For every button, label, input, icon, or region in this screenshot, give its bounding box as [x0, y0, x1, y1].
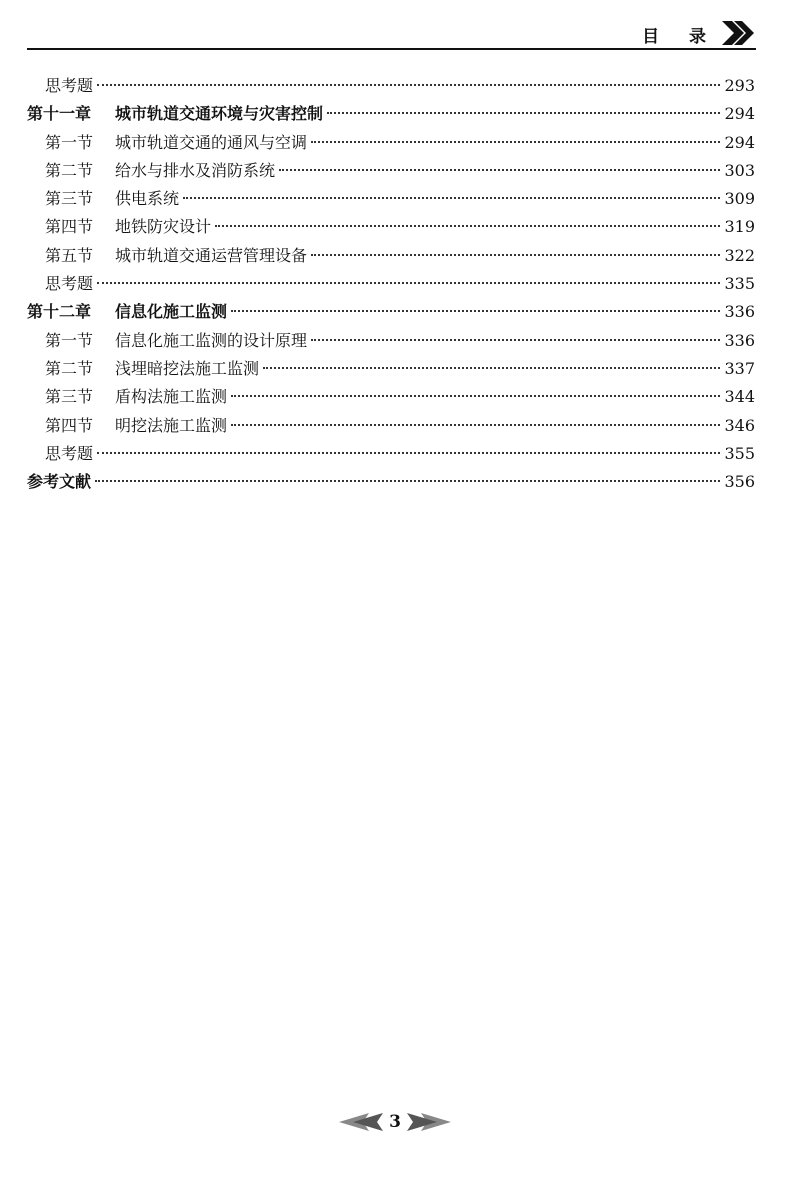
dot-leader [231, 424, 720, 426]
toc-page-number: 344 [724, 387, 755, 407]
toc-entry-label: 第一节 [45, 330, 94, 350]
toc-entry-label: 第十一章 [27, 104, 92, 124]
toc-entry-title: 盾构法施工监测 [115, 387, 228, 407]
toc-section-entry[interactable] [27, 129, 755, 157]
right-arrow-icon [407, 1112, 451, 1132]
running-header [27, 18, 756, 50]
toc-entry-title: 信息化施工监测的设计原理 [115, 330, 308, 350]
toc-entry-title: 地铁防灾设计 [115, 217, 212, 237]
toc-chapter-entry[interactable] [27, 298, 755, 326]
dot-leader [97, 452, 720, 454]
toc-entry-title: 浅埋暗挖法施工监测 [115, 358, 260, 378]
toc-entry-label: 第四节 [45, 415, 94, 435]
toc-entry-title: 供电系统 [115, 189, 180, 209]
toc-entry-label: 第五节 [45, 245, 94, 265]
toc-section-entry[interactable] [27, 327, 755, 355]
toc-entry-title: 思考题 [45, 274, 94, 294]
dot-leader [183, 197, 720, 199]
dot-leader [311, 339, 720, 341]
double-chevron-right-icon [720, 20, 756, 46]
toc-page-number: 337 [724, 358, 755, 378]
toc-page-number: 336 [724, 302, 755, 322]
toc-page-number: 309 [724, 189, 755, 209]
toc-entry-label: 第三节 [45, 387, 94, 407]
toc-entry-title: 城市轨道交通的通风与空调 [115, 132, 308, 152]
toc-page-number: 355 [724, 443, 755, 463]
toc-section-entry[interactable] [27, 383, 755, 411]
toc-page-number: 336 [724, 330, 755, 350]
toc-page-number: 335 [724, 274, 755, 294]
toc-page-number: 346 [724, 415, 755, 435]
dot-leader [97, 84, 720, 86]
toc-section-entry[interactable] [27, 213, 755, 241]
dot-leader [311, 254, 720, 256]
toc-chapter-entry[interactable] [27, 100, 755, 128]
toc-page-number: 356 [724, 472, 755, 492]
dot-leader [97, 282, 720, 284]
toc-review-questions-entry[interactable] [27, 440, 755, 468]
toc-entry-label: 第四节 [45, 217, 94, 237]
toc-page-number: 322 [724, 245, 755, 265]
dot-leader [311, 141, 720, 143]
dot-leader [279, 169, 720, 171]
toc-entry-title: 明挖法施工监测 [115, 415, 228, 435]
toc-entry-title: 思考题 [45, 76, 94, 95]
toc-entry-title: 城市轨道交通运营管理设备 [115, 245, 308, 265]
page-number: 3 [389, 1112, 401, 1132]
toc-entry-title: 思考题 [45, 443, 94, 463]
toc-entry-label: 第十二章 [27, 302, 92, 322]
toc-entry-title: 城市轨道交通环境与灾害控制 [115, 104, 324, 124]
toc-entry-title: 给水与排水及消防系统 [115, 160, 276, 180]
toc-review-questions-entry[interactable] [27, 72, 755, 100]
left-arrow-icon [339, 1112, 383, 1132]
dot-leader [231, 395, 720, 397]
toc-entry-label: 第二节 [45, 358, 94, 378]
dot-leader [327, 112, 720, 114]
dot-leader [263, 367, 720, 369]
toc-entry-title: 信息化施工监测 [115, 302, 228, 322]
dot-leader [231, 310, 720, 312]
toc-section-entry[interactable] [27, 412, 755, 440]
toc-section-entry[interactable] [27, 355, 755, 383]
toc-entry-label: 第三节 [45, 189, 94, 209]
table-of-contents [27, 72, 755, 496]
toc-section-entry[interactable] [27, 185, 755, 213]
toc-section-entry[interactable] [27, 242, 755, 270]
toc-page-number: 294 [724, 132, 755, 152]
dot-leader [95, 480, 720, 482]
page-footer [0, 1112, 790, 1138]
toc-section-entry[interactable] [27, 157, 755, 185]
toc-review-questions-entry[interactable] [27, 270, 755, 298]
toc-page-number: 303 [724, 160, 755, 180]
toc-entry-title: 参考文献 [27, 472, 92, 492]
toc-page-number: 294 [724, 104, 755, 124]
toc-page-number: 319 [724, 217, 755, 237]
header-title: 目 录 [642, 27, 718, 47]
header-rule [27, 48, 756, 50]
toc-entry-label: 第二节 [45, 160, 94, 180]
dot-leader [215, 225, 720, 227]
toc-entry-label: 第一节 [45, 132, 94, 152]
toc-references-entry[interactable] [27, 468, 755, 496]
toc-page-number: 293 [724, 76, 755, 95]
